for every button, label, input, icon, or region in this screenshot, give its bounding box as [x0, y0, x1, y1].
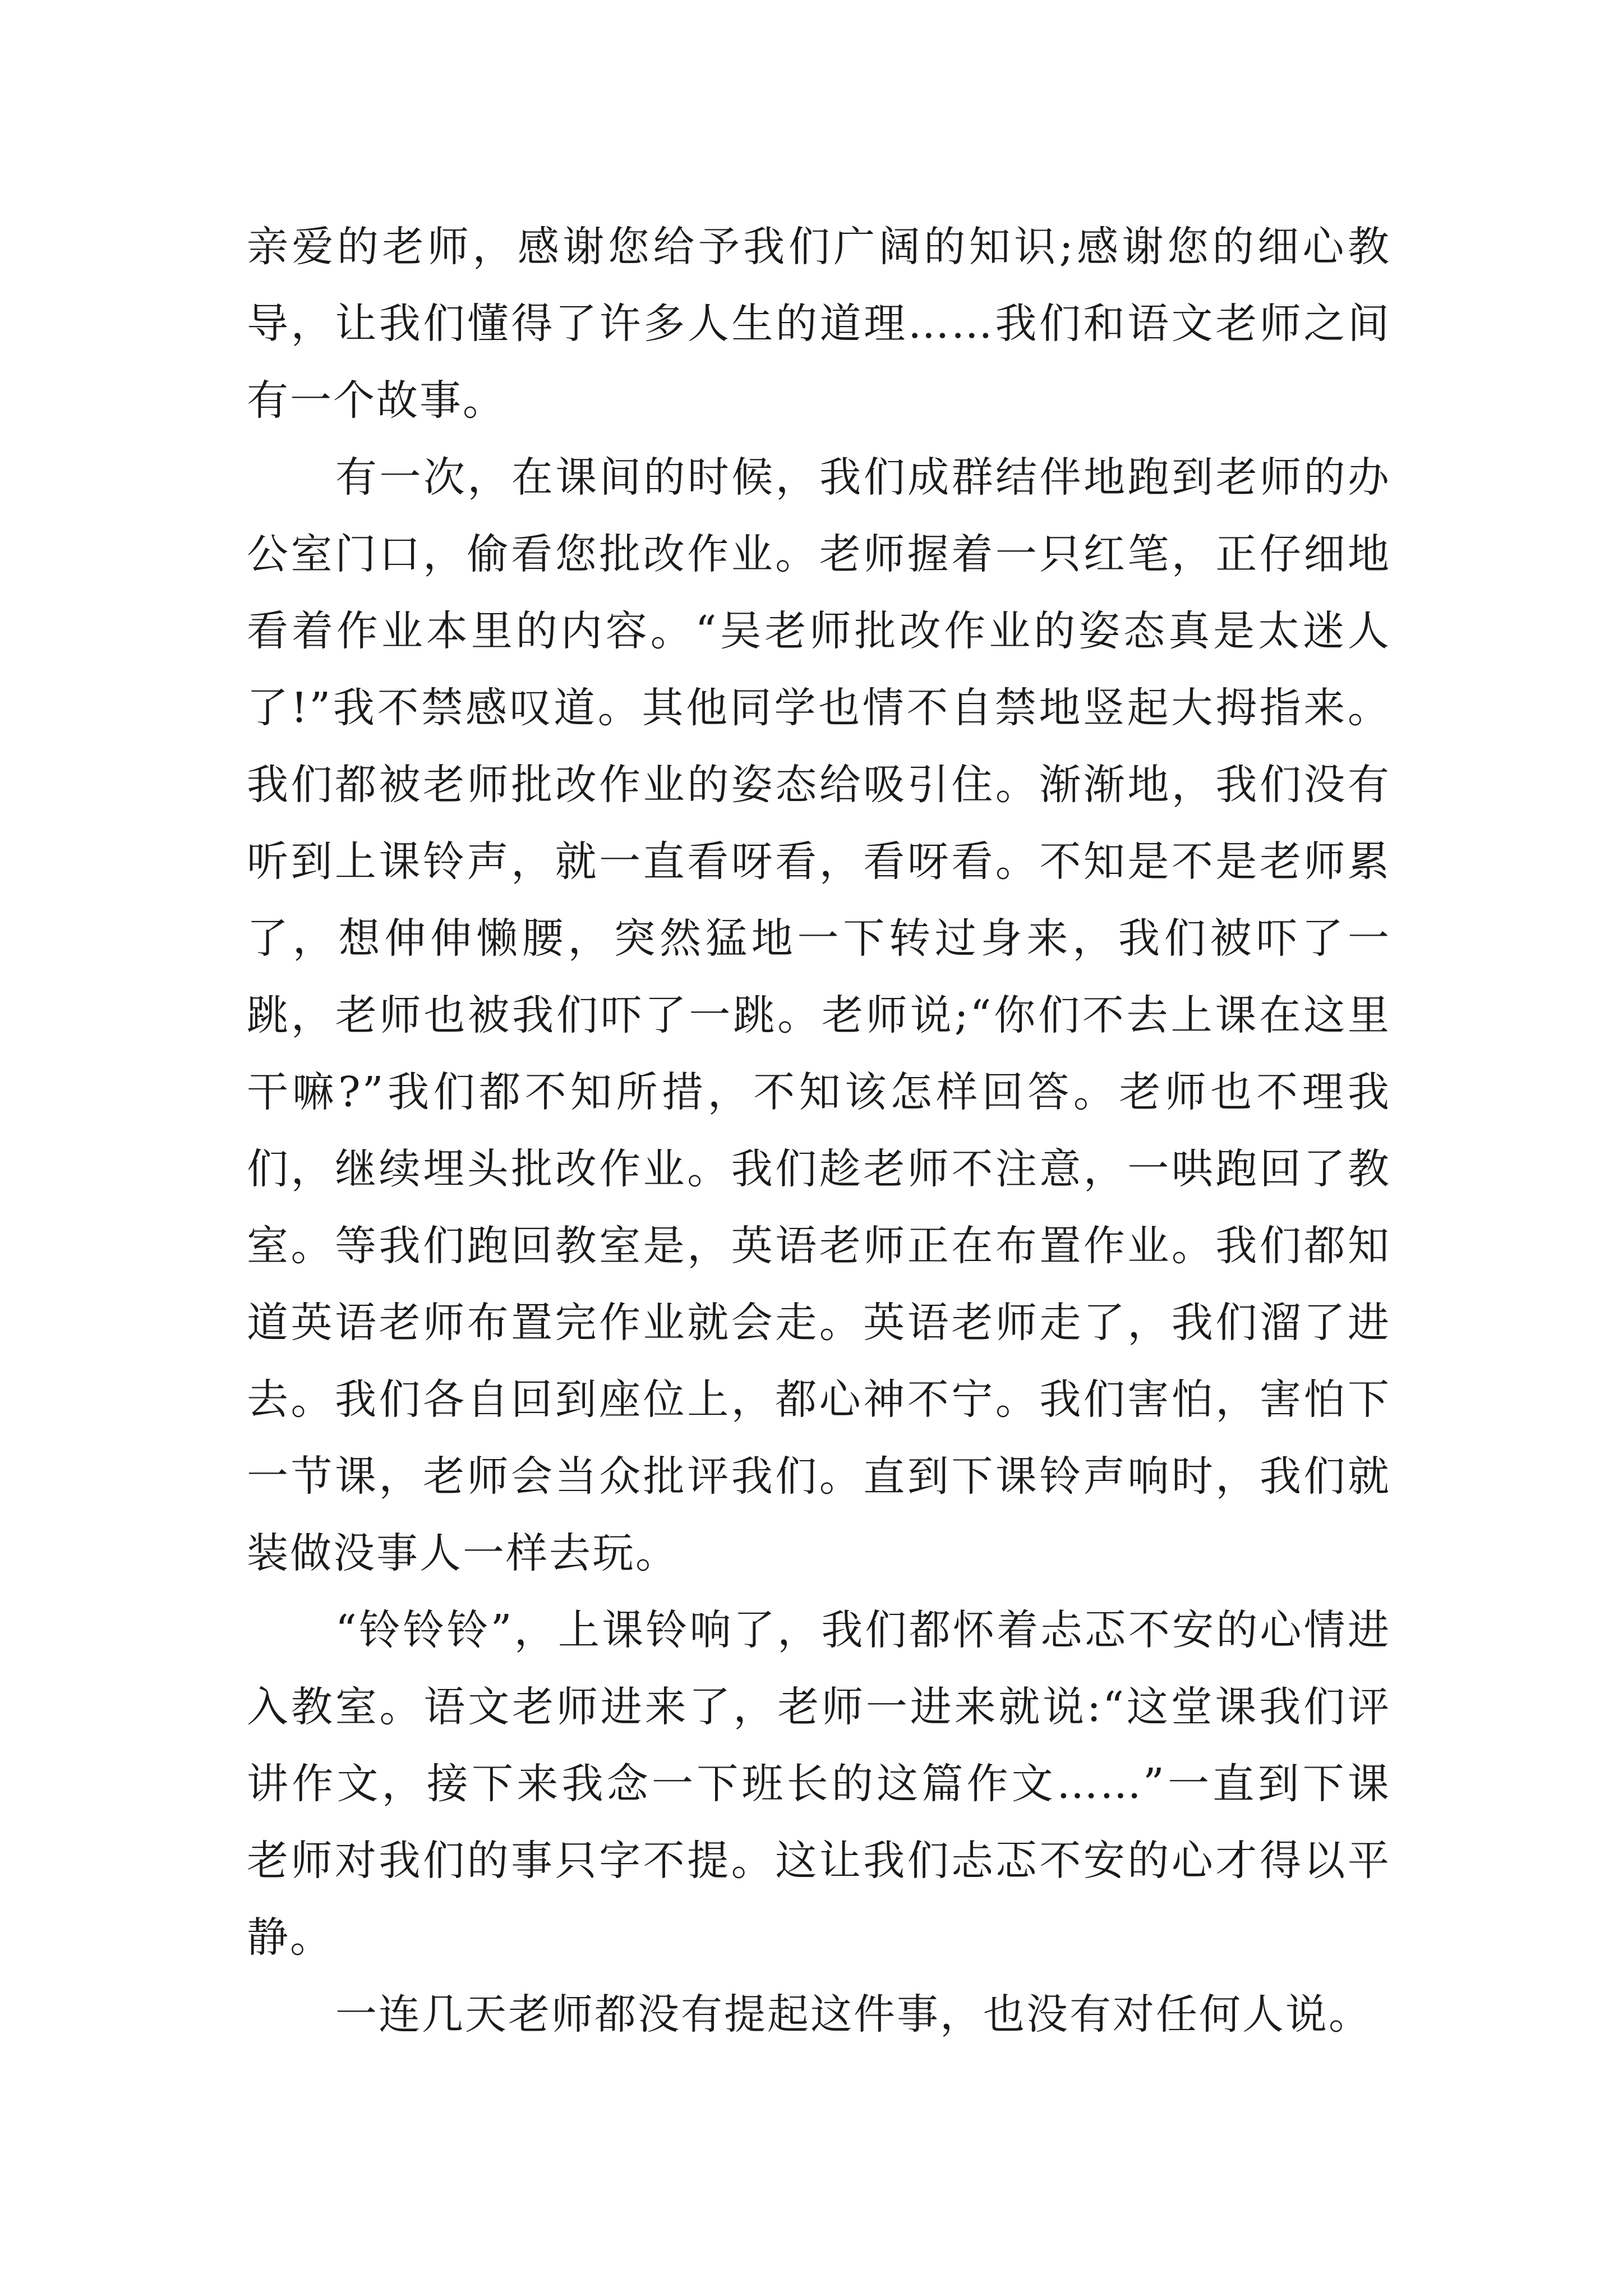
paragraph-3: “铃铃铃”，上课铃响了，我们都怀着忐忑不安的心情进入教室。语文老师进来了，老师一进来就说:“这堂课我们评讲作文，接下来我念一下班长的这篇作文……”一直到下课老师对我们的事只字不提。这让我们忐忑不安的心才得以平静。 [247, 1606, 1391, 1962]
paragraph-4: 一连几天老师都没有提起这件事，也没有对任何人说。 [335, 1990, 1372, 2039]
paragraph-1: 亲爱的老师，感谢您给予我们广阔的知识;感谢您的细心教导，让我们懂得了许多人生的道理……我们和语文老师之间有一个故事。 [247, 223, 1391, 425]
essay-body [247, 209, 1391, 2053]
paragraph-2: 有一次，在课间的时候，我们成群结伴地跑到老师的办公室门口，偷看您批改作业。老师握着一只红笔，正仔细地看着作业本里的内容。“吴老师批改作业的姿态真是太迷人了!”我不禁感叹道。其他同学也情不自禁地竖起大拇指来。我们都被老师批改作业的姿态给吸引住。渐渐地，我们没有听到上课铃声，就一直看呀看，看呀看。不知是不是老师累了，想伸伸懒腰，突然猛地一下转过身来，我们被吓了一跳，老师也被我们吓了一跳。老师说;“你们不去上课在这里干嘛?”我们都不知所措，不知该怎样回答。老师也不理我们，继续埋头批改作业。我们趁老师不注意，一哄跑回了教室。等我们跑回教室是，英语老师正在布置作业。我们都知道英语老师布置完作业就会走。英语老师走了，我们溜了进去。我们各自回到座位上，都心神不宁。我们害怕，害怕下一节课，老师会当众批评我们。直到下课铃声响时，我们就装做没事人一样去玩。 [247, 453, 1391, 1577]
